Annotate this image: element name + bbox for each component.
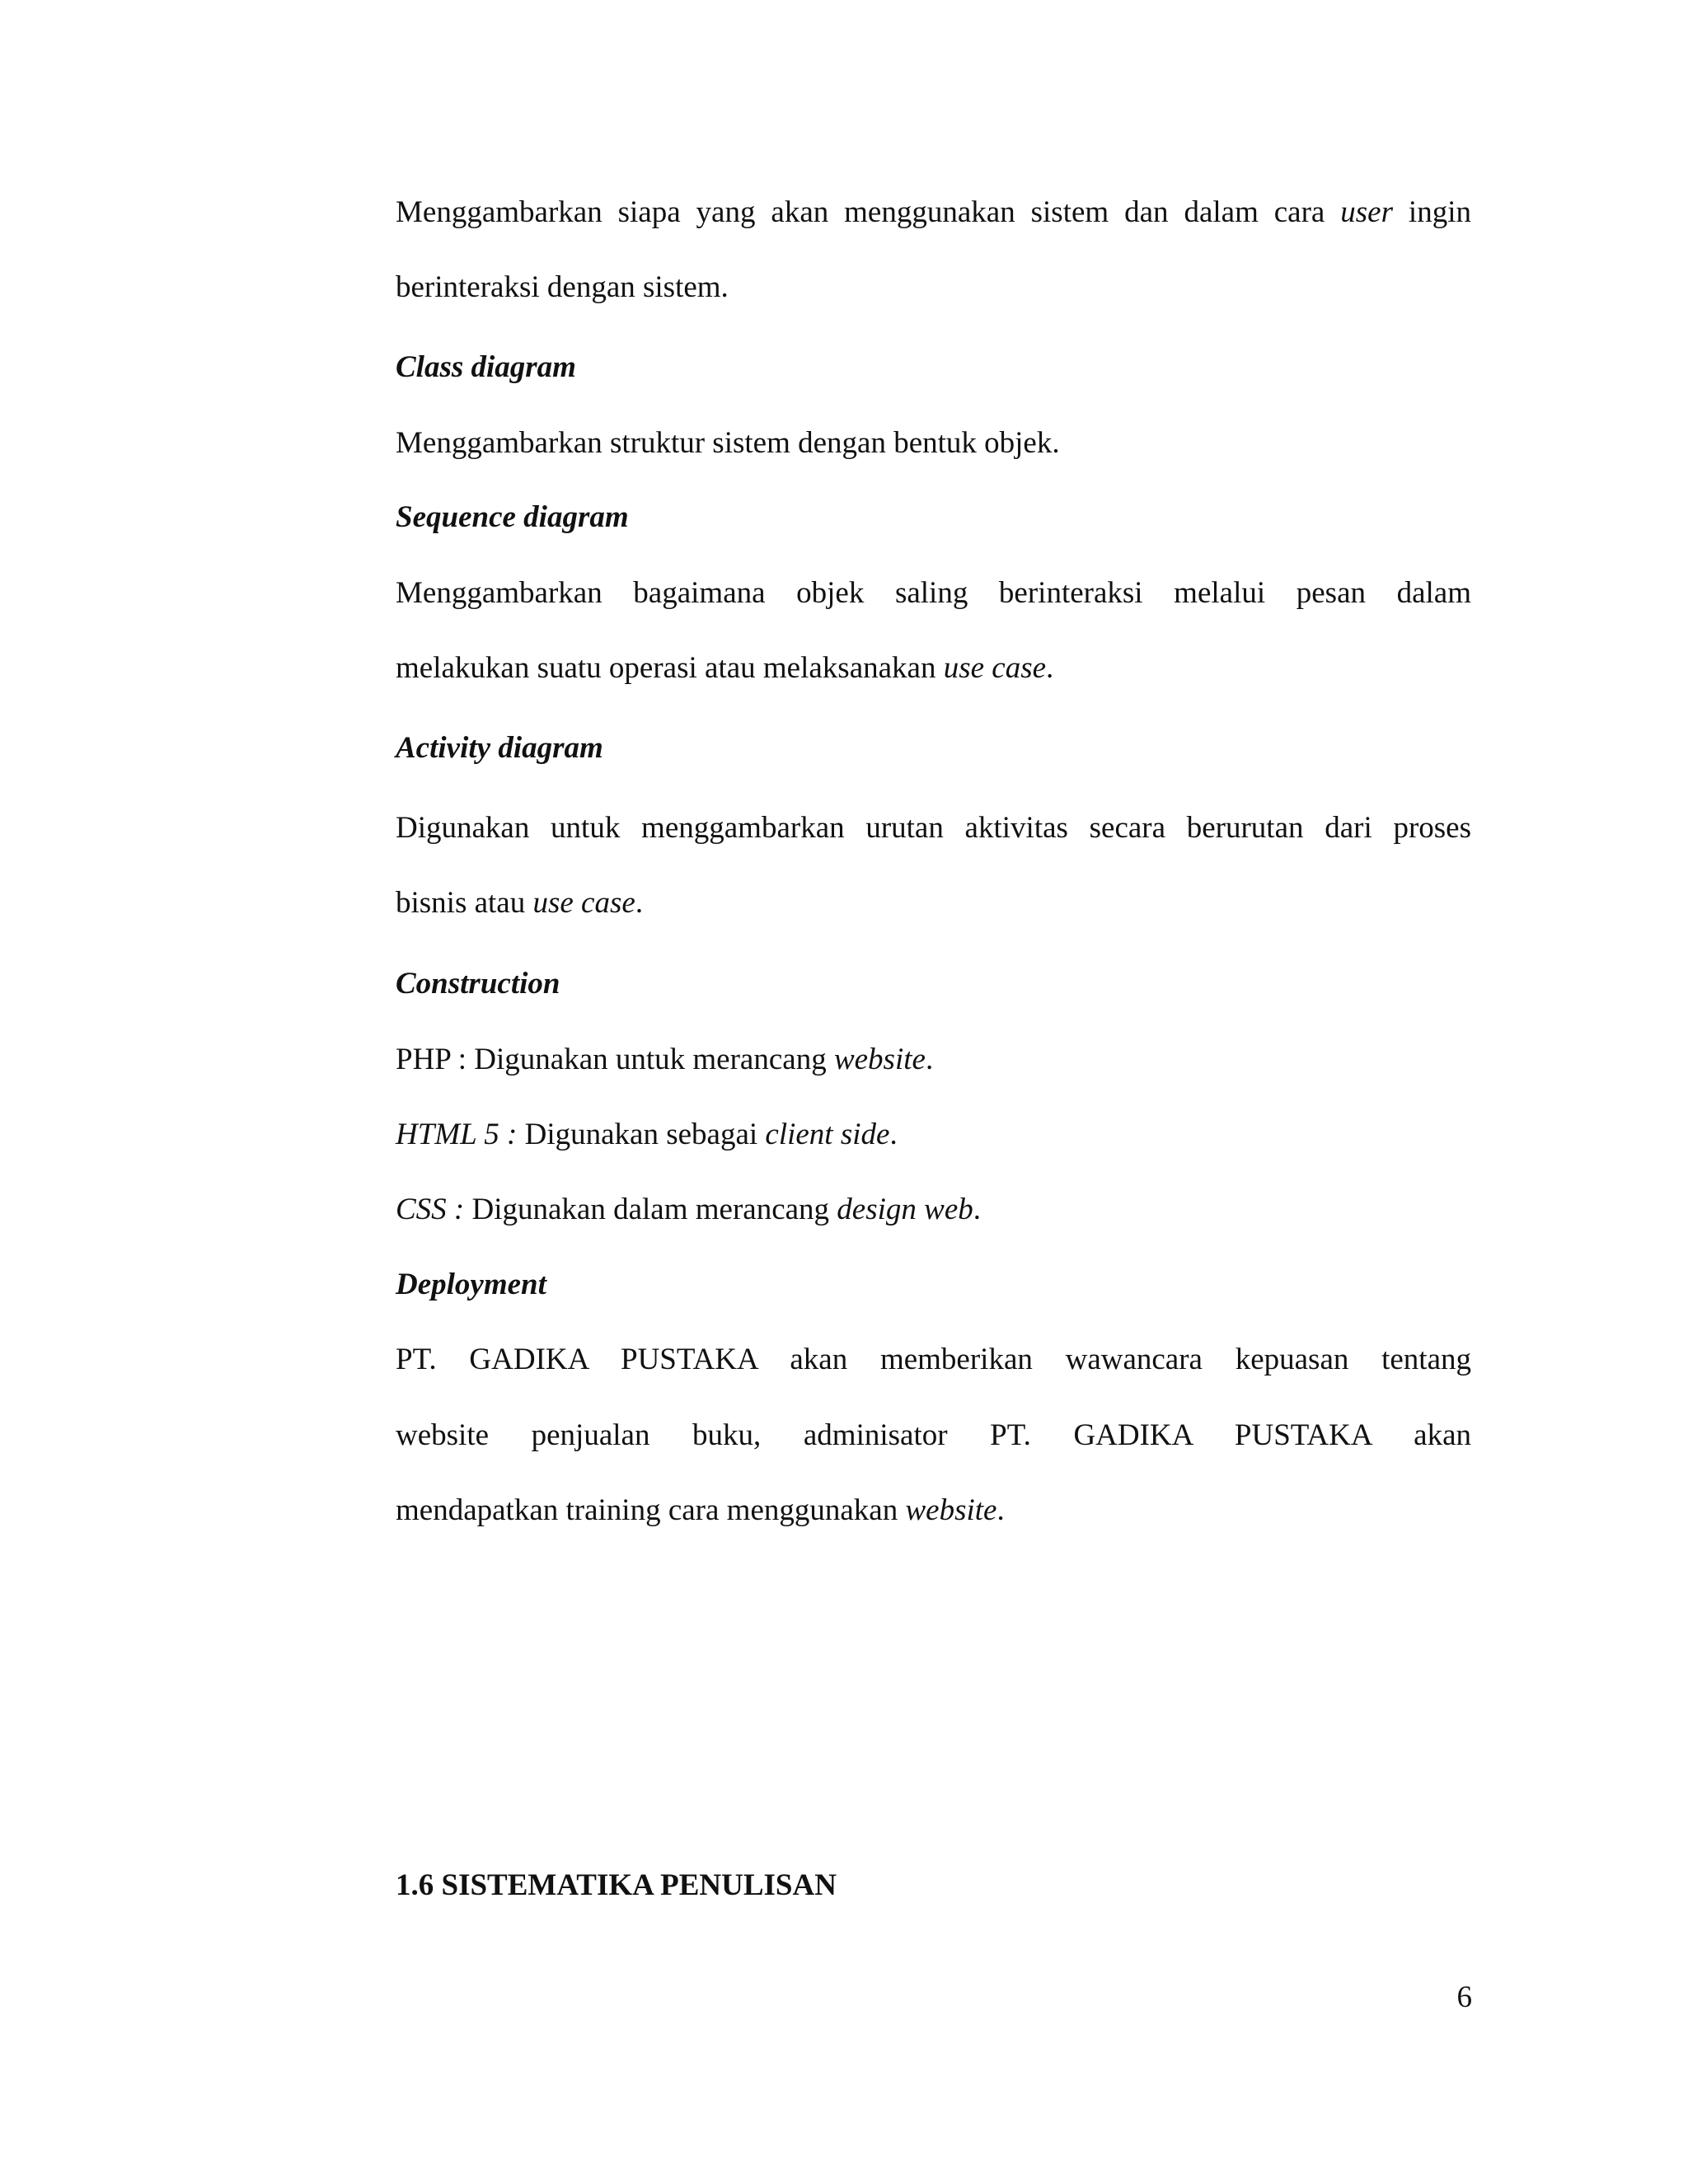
- sequence-diagram-heading: Sequence diagram: [396, 500, 629, 534]
- use-case-description-line-1: Menggambarkan siapa yang akan menggunakan sistem dan dalam cara user ingin: [396, 195, 1471, 229]
- sequence-diagram-description-line-2: melakukan suatu operasi atau melaksanakan use case.: [396, 651, 1054, 685]
- deployment-description-line-3: mendapatkan training cara menggunakan website.: [396, 1493, 1005, 1527]
- activity-diagram-heading: Activity diagram: [396, 731, 603, 765]
- page-number: 6: [1456, 1980, 1472, 2014]
- activity-diagram-description-line-2: bisnis atau use case.: [396, 886, 644, 920]
- section-title: 1.6 SISTEMATIKA PENULISAN: [396, 1868, 837, 1902]
- construction-php-line: PHP : Digunakan untuk merancang website.: [396, 1043, 934, 1076]
- activity-diagram-description-line-1: Digunakan untuk menggambarkan urutan aktivitas secara berurutan dari proses: [396, 811, 1471, 845]
- construction-heading: Construction: [396, 967, 560, 1001]
- class-diagram-heading: Class diagram: [396, 350, 576, 384]
- class-diagram-description: Menggambarkan struktur sistem dengan bentuk objek.: [396, 426, 1060, 460]
- construction-css-line: CSS : Digunakan dalam merancang design web.: [396, 1193, 981, 1226]
- deployment-description-line-2: website penjualan buku, adminisator PT. GADIKA PUSTAKA akan: [396, 1418, 1471, 1452]
- sequence-diagram-description-line-1: Menggambarkan bagaimana objek saling berinteraksi melalui pesan dalam: [396, 576, 1471, 610]
- deployment-description-line-1: PT. GADIKA PUSTAKA akan memberikan wawancara kepuasan tentang: [396, 1343, 1471, 1376]
- construction-html-line: HTML 5 : Digunakan sebagai client side.: [396, 1118, 898, 1151]
- deployment-heading: Deployment: [396, 1268, 546, 1301]
- use-case-description-line-2: berinteraksi dengan sistem.: [396, 270, 729, 304]
